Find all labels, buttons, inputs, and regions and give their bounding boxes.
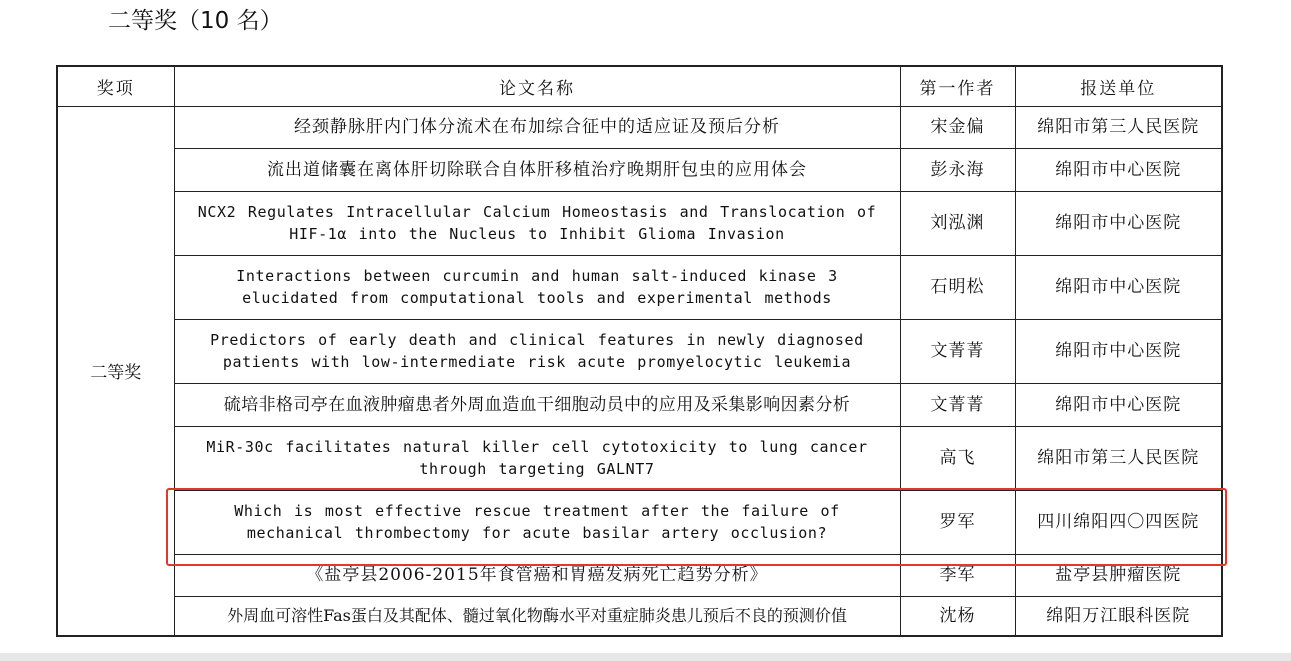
table-row-highlighted [57,490,1222,554]
first-author: 文菁菁 [900,383,1015,426]
first-author: 石明松 [900,255,1015,319]
table-row [57,319,1222,383]
header-unit: 报送单位 [1015,66,1222,106]
table-row [57,596,1222,636]
first-author: 李军 [900,554,1015,596]
table-row [57,426,1222,490]
submitting-unit: 盐亭县肿瘤医院 [1015,554,1222,596]
submitting-unit: 绵阳万江眼科医院 [1015,596,1222,636]
table-row [57,255,1222,319]
submitting-unit: 绵阳市第三人民医院 [1015,426,1222,490]
paper-title: 《盐亭县2006-2015年食管癌和胃癌发病死亡趋势分析》 [174,554,900,596]
table-row [57,383,1222,426]
table-header-row [57,66,1222,106]
paper-title: 硫培非格司亭在血液肿瘤患者外周血造血干细胞动员中的应用及采集影响因素分析 [174,383,900,426]
submitting-unit: 四川绵阳四〇四医院 [1015,490,1222,554]
table-row [57,106,1222,148]
award-level-cell: 二等奖 [57,106,174,636]
first-author: 刘泓渊 [900,191,1015,255]
first-author: 彭永海 [900,148,1015,191]
submitting-unit: 绵阳市中心医院 [1015,255,1222,319]
table-row [57,148,1222,191]
submitting-unit: 绵阳市中心医院 [1015,191,1222,255]
submitting-unit: 绵阳市中心医院 [1015,148,1222,191]
page-bottom-edge [0,653,1291,661]
paper-title: MiR-30c facilitates natural killer cell cytotoxicity to lung cancer through targeting GALNT7 [174,426,900,490]
paper-title: Which is most effective rescue treatment after the failure of mechanical thrombectomy for acute basilar artery occlusion? [174,490,900,554]
first-author: 宋金偏 [900,106,1015,148]
section-heading: 二等奖（10 名） [108,8,283,34]
paper-title: 外周血可溶性Fas蛋白及其配体、髓过氧化物酶水平对重症肺炎患儿预后不良的预测价值 [174,596,900,636]
first-author: 沈杨 [900,596,1015,636]
paper-title: 流出道储囊在离体肝切除联合自体肝移植治疗晚期肝包虫的应用体会 [174,148,900,191]
first-author: 高飞 [900,426,1015,490]
paper-title: 经颈静脉肝内门体分流术在布加综合征中的适应证及预后分析 [174,106,900,148]
submitting-unit: 绵阳市中心医院 [1015,383,1222,426]
header-author: 第一作者 [900,66,1015,106]
paper-title: Predictors of early death and clinical features in newly diagnosed patients with low-intermediate risk acute promyelocytic leukemia [174,319,900,383]
header-award: 奖项 [57,66,174,106]
header-title: 论文名称 [174,66,900,106]
paper-title: Interactions between curcumin and human salt-induced kinase 3 elucidated from computational tools and experimental methods [174,255,900,319]
paper-title: NCX2 Regulates Intracellular Calcium Homeostasis and Translocation of HIF-1α into the Nucleus to Inhibit Glioma Invasion [174,191,900,255]
first-author: 罗军 [900,490,1015,554]
first-author: 文菁菁 [900,319,1015,383]
table-row [57,554,1222,596]
awards-table [56,65,1223,637]
table-row [57,191,1222,255]
submitting-unit: 绵阳市中心医院 [1015,319,1222,383]
submitting-unit: 绵阳市第三人民医院 [1015,106,1222,148]
